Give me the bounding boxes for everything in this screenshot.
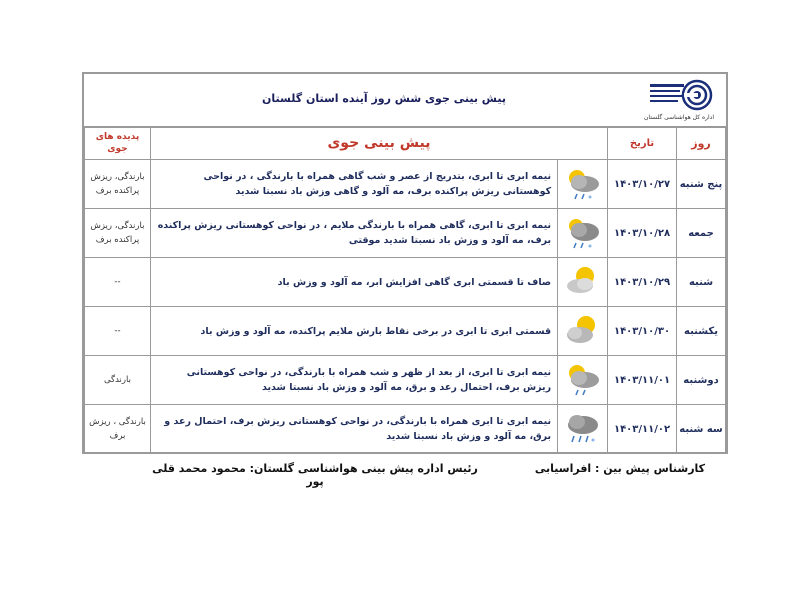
row-phenomena: -- <box>85 307 151 356</box>
row-date: ۱۴۰۳/۱۰/۲۷ <box>608 160 677 209</box>
cloudy-rain-snow-icon <box>558 209 608 258</box>
meteorological-organization-logo <box>642 77 716 123</box>
row-phenomena: بارندگی، ریزش پراکنده برف <box>85 209 151 258</box>
table-row <box>85 405 726 454</box>
row-forecast: نیمه ابری تا ابری، گاهی همراه با بارندگی ملایم ، در نواحی کوهستانی ریزش پراکنده برف، مه آلود و وزش باد نسبتا شدید موقتی <box>150 209 557 258</box>
row-date: ۱۴۰۳/۱۱/۰۲ <box>608 405 677 454</box>
row-phenomena: -- <box>85 258 151 307</box>
table-row <box>85 356 726 405</box>
partly-cloudy-rain-icon <box>558 356 608 405</box>
column-header-phenomena: پدیده های جوی <box>85 127 151 160</box>
document-title: پیش بینی جوی شش روز آینده استان گلستان <box>262 92 506 105</box>
header-row <box>84 74 726 128</box>
logo-icon <box>642 77 716 113</box>
row-forecast: صاف تا قسمتی ابری گاهی افزایش ابر، مه آلود و وزش باد <box>150 258 557 307</box>
row-day: سه شنبه <box>677 405 726 454</box>
forecast-sheet <box>82 72 728 454</box>
table-header-row <box>85 127 726 160</box>
row-date: ۱۴۰۳/۱۰/۳۰ <box>608 307 677 356</box>
row-phenomena: بارندگی، ریزش پراکنده برف <box>85 160 151 209</box>
row-day: شنبه <box>677 258 726 307</box>
column-header-day: روز <box>677 127 726 160</box>
column-header-date: تاریخ <box>608 127 677 160</box>
row-day: پنج شنبه <box>677 160 726 209</box>
director-signature: رئیس اداره پیش بینی هواشناسی گلستان: محمود محمد قلی پور <box>152 462 478 488</box>
row-date: ۱۴۰۳/۱۱/۰۱ <box>608 356 677 405</box>
row-forecast: نیمه ابری تا ابری، بتدریج از عصر و شب گاهی همراه با بارندگی ، در نواحی کوهستانی ریزش پراکنده برف، مه آلود و گاهی وزش باد نسبتا شدید <box>150 160 557 209</box>
row-phenomena: بارندگی ، ریزش برف <box>85 405 151 454</box>
rain-snow-cloud-icon <box>558 405 608 454</box>
row-forecast: نیمه ابری تا ابری، از بعد از ظهر و شب همراه با بارندگی، در نواحی کوهستانی ریزش برف، احتمال رعد و برق، مه آلود و وزش باد نسبتا شدید <box>150 356 557 405</box>
table-row <box>85 307 726 356</box>
table-row <box>85 209 726 258</box>
row-day: جمعه <box>677 209 726 258</box>
column-header-forecast: پیش بینی جوی <box>150 127 607 160</box>
logo-caption: اداره کل هواشناسی گلستان <box>643 114 715 121</box>
row-date: ۱۴۰۳/۱۰/۲۸ <box>608 209 677 258</box>
forecast-table <box>84 126 726 454</box>
partly-cloudy-rain-snow-icon <box>558 160 608 209</box>
row-forecast: قسمتی ابری تا ابری در برخی نقاط بارش ملایم پراکنده، مه آلود و وزش باد <box>150 307 557 356</box>
table-row <box>85 258 726 307</box>
row-day: دوشنبه <box>677 356 726 405</box>
table-row <box>85 160 726 209</box>
partly-cloudy-icon <box>558 307 608 356</box>
sun-cloud-icon <box>558 258 608 307</box>
row-forecast: نیمه ابری تا ابری همراه با بارندگی، در نواحی کوهستانی ریزش برف، احتمال رعد و برق، مه آلود و وزش باد نسبتا شدید <box>150 405 557 454</box>
row-phenomena: بارندگی <box>85 356 151 405</box>
row-day: یکشنبه <box>677 307 726 356</box>
row-date: ۱۴۰۳/۱۰/۲۹ <box>608 258 677 307</box>
forecaster-signature: کارشناس پیش بین : افراسیابی <box>534 462 706 475</box>
